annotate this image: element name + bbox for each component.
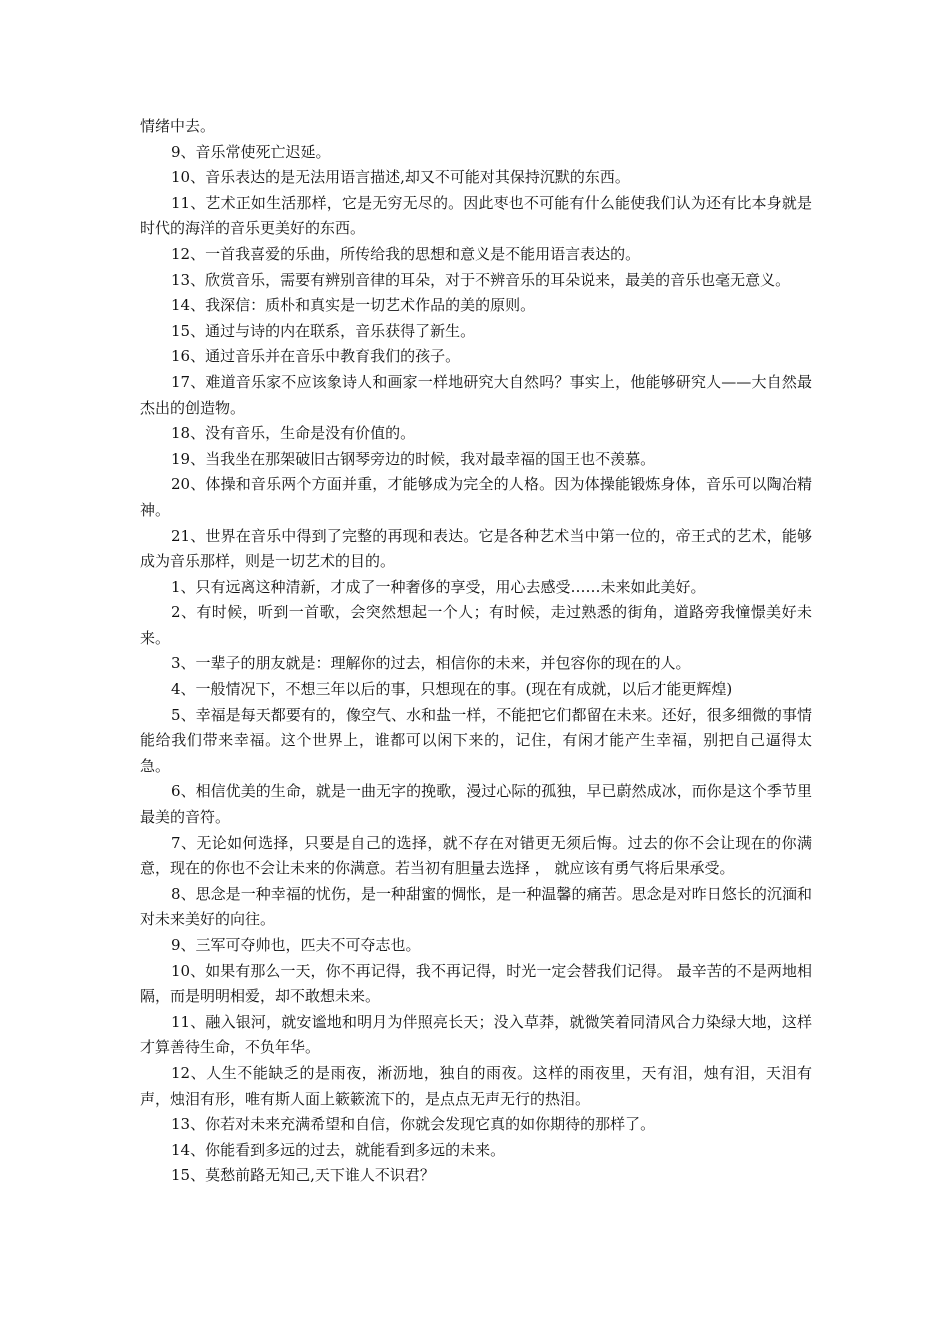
quote-paragraph: 10、音乐表达的是无法用语言描述,却又不可能对其保持沉默的东西。 bbox=[171, 168, 630, 187]
quote-paragraph: 9、音乐常使死亡迟延。 bbox=[171, 142, 331, 161]
quote-paragraph: 16、通过音乐并在音乐中教育我们的孩子。 bbox=[171, 347, 461, 366]
quote-paragraph: 6、相信优美的生命，就是一曲无字的挽歌，漫过心际的孤独，早已蔚然成冰，而你是这个季节里最美的音符。 bbox=[140, 782, 812, 827]
quote-paragraph: 2、有时候，听到一首歌，会突然想起一个人；有时候，走过熟悉的街角，道路旁我憧憬美好未来。 bbox=[140, 603, 812, 647]
quote-paragraph: 21、世界在音乐中得到了完整的再现和表达。它是各种艺术当中第一位的，帝王式的艺术，能够成为音乐那样，则是一切艺术的目的。 bbox=[140, 526, 812, 571]
quote-paragraph: 10、如果有那么一天，你不再记得，我不再记得，时光一定会替我们记得。 最辛苦的不是两地相隔，而是明明相爱，却不敢想未来。 bbox=[140, 961, 812, 1006]
quote-paragraph: 7、无论如何选择，只要是自己的选择，就不存在对错更无须后悔。过去的你不会让现在的你满意，现在的你也不会让未来的你满意。若当初有胆量去选择 ， 就应该有勇气将后果承受。 bbox=[140, 833, 812, 878]
quote-paragraph: 17、难道音乐家不应该象诗人和画家一样地研究大自然吗？事实上，他能够研究人——大自然最杰出的创造物。 bbox=[140, 372, 812, 417]
quote-paragraph: 15、通过与诗的内在联系，音乐获得了新生。 bbox=[171, 321, 476, 340]
quote-paragraph: 12、人生不能缺乏的是雨夜，淅沥地，独自的雨夜。这样的雨夜里，天有泪，烛有泪，天泪有声，烛泪有形，唯有斯人面上簌簌流下的，是点点无声无行的热泪。 bbox=[140, 1063, 812, 1108]
quote-paragraph: 8、思念是一种幸福的忧伤，是一种甜蜜的惆怅，是一种温馨的痛苦。思念是对昨日悠长的沉湎和对未来美好的向往。 bbox=[140, 884, 812, 929]
quote-paragraph: 15、莫愁前路无知己,天下谁人不识君？ bbox=[171, 1166, 435, 1185]
document-body bbox=[140, 114, 812, 1189]
quote-paragraph: 4、一般情况下，不想三年以后的事，只想现在的事。(现在有成就，以后才能更辉煌) bbox=[171, 680, 733, 699]
quote-paragraph: 14、你能看到多远的过去，就能看到多远的未来。 bbox=[171, 1140, 506, 1159]
quote-paragraph: 19、当我坐在那架破旧古钢琴旁边的时候，我对最幸福的国王也不羡慕。 bbox=[171, 449, 656, 468]
quote-paragraph: 5、幸福是每天都要有的，像空气、水和盐一样，不能把它们都留在未来。还好，很多细微的事情能给我们带来幸福。这个世界上，谁都可以闲下来的，记住，有闲才能产生幸福，别把自己逼得太急。 bbox=[140, 705, 812, 775]
quote-paragraph: 13、欣赏音乐，需要有辨别音律的耳朵，对于不辨音乐的耳朵说来，最美的音乐也毫无意义。 bbox=[171, 270, 791, 289]
quote-paragraph: 20、体操和音乐两个方面并重，才能够成为完全的人格。因为体操能锻炼身体，音乐可以陶冶精神。 bbox=[140, 475, 812, 519]
quote-paragraph: 12、一首我喜爱的乐曲，所传给我的思想和意义是不能用语言表达的。 bbox=[171, 244, 641, 263]
quote-paragraph: 13、你若对未来充满希望和自信，你就会发现它真的如你期待的那样了。 bbox=[171, 1115, 656, 1134]
continued-paragraph: 情绪中去。 bbox=[140, 117, 216, 135]
quote-paragraph: 11、艺术正如生活那样，它是无穷无尽的。因此枣也不可能有什么能使我们认为还有比本身就是时代的海洋的音乐更美好的东西。 bbox=[140, 193, 812, 238]
quote-paragraph: 18、没有音乐，生命是没有价值的。 bbox=[171, 424, 416, 443]
quote-paragraph: 14、我深信：质朴和真实是一切艺术作品的美的原则。 bbox=[171, 296, 536, 315]
quote-paragraph: 9、三军可夺帅也，匹夫不可夺志也。 bbox=[171, 936, 421, 954]
quote-paragraph: 3、一辈子的朋友就是：理解你的过去，相信你的未来，并包容你的现在的人。 bbox=[171, 654, 691, 673]
quote-paragraph: 1、只有远离这种清新，才成了一种奢侈的享受，用心去感受……未来如此美好。 bbox=[171, 577, 706, 596]
quote-paragraph: 11、融入银河，就安谧地和明月为伴照亮长天；没入草莽，就微笑着同清风合力染绿大地，这样才算善待生命，不负年华。 bbox=[140, 1012, 812, 1057]
